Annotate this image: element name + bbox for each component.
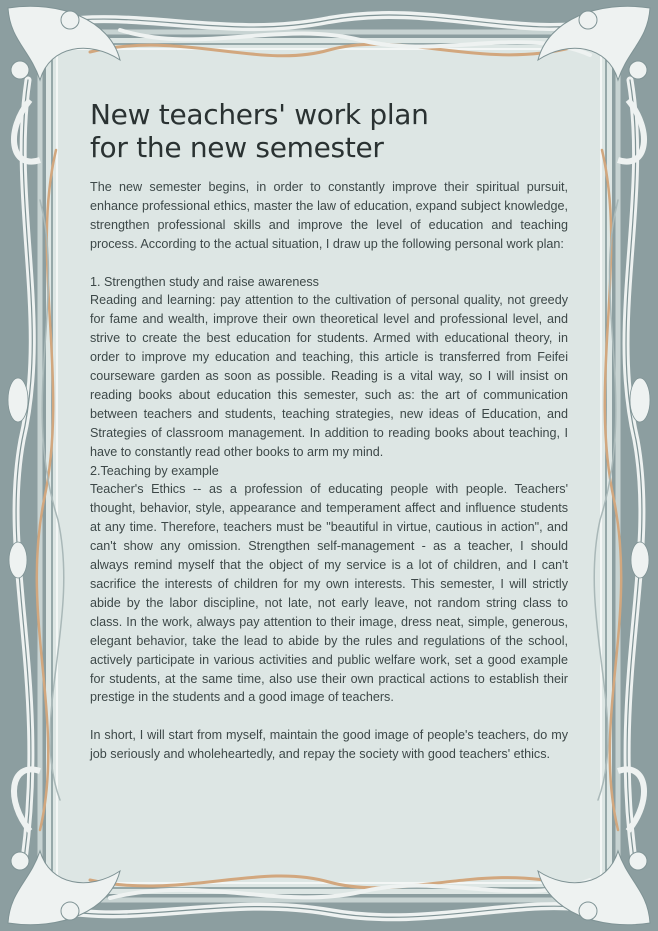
document-content	[90, 98, 568, 764]
section2-heading: 2.Teaching by example	[90, 463, 219, 478]
page-title	[90, 98, 568, 164]
section1-heading: 1. Strengthen study and raise awareness	[90, 274, 319, 289]
title-line-2: for the new semester	[90, 131, 384, 164]
document-body	[90, 178, 568, 764]
title-line-1: New teachers' work plan	[90, 98, 429, 131]
section2-body: Teacher's Ethics -- as a profession of educating people with people. Teachers' thought, behavior, style, appearance and temperament affect and influence students at any time. Therefore, teachers must be "beautiful in virtue, cautious in action", and can't show any omission. Strengthen self-management - as a teacher, I should always remind myself that the object of my service is a lot of children, and I can't sacrifice the interests of children for my own interests. This semester, I will strictly abide by the labor discipline, not late, not early leave, not random string class to class. In the work, always pay attention to their image, dress neat, simple, generous, elegant behavior, take the lead to abide by the rules and regulations of the school, actively participate in various activities and public welfare work, set a good example for students, at the same time, also use their own practical actions to establish their prestige in the students and a good image of teachers.	[90, 482, 568, 705]
paragraph-spacer	[90, 254, 568, 273]
conclusion-paragraph: In short, I will start from myself, maintain the good image of people's teachers, do my job seriously and wholeheartedly, and repay the society with good teachers' ethics.	[90, 728, 568, 762]
intro-paragraph: The new semester begins, in order to constantly improve their spiritual pursuit, enhance professional ethics, master the law of education, expand subject knowledge, strengthen professional skills and improve the level of education and teaching process. According to the actual situation, I draw up the following personal work plan:	[90, 180, 568, 251]
paragraph-spacer	[90, 707, 568, 726]
section1-body: Reading and learning: pay attention to the cultivation of personal quality, not greedy for fame and wealth, improve their own theoretical level and professional level, and strive to create the best education for students. Armed with educational theory, in order to improve my education and teaching, this article is transferred from Feifei courseware garden as soon as possible. Reading is a vital way, so I will insist on reading books about education this semester, such as: the art of communication between teachers and students, teaching strategies, new ideas of Education, and Strategies of classroom management. In addition to reading books about teaching, I have to constantly read other books to arm my mind.	[90, 293, 568, 459]
